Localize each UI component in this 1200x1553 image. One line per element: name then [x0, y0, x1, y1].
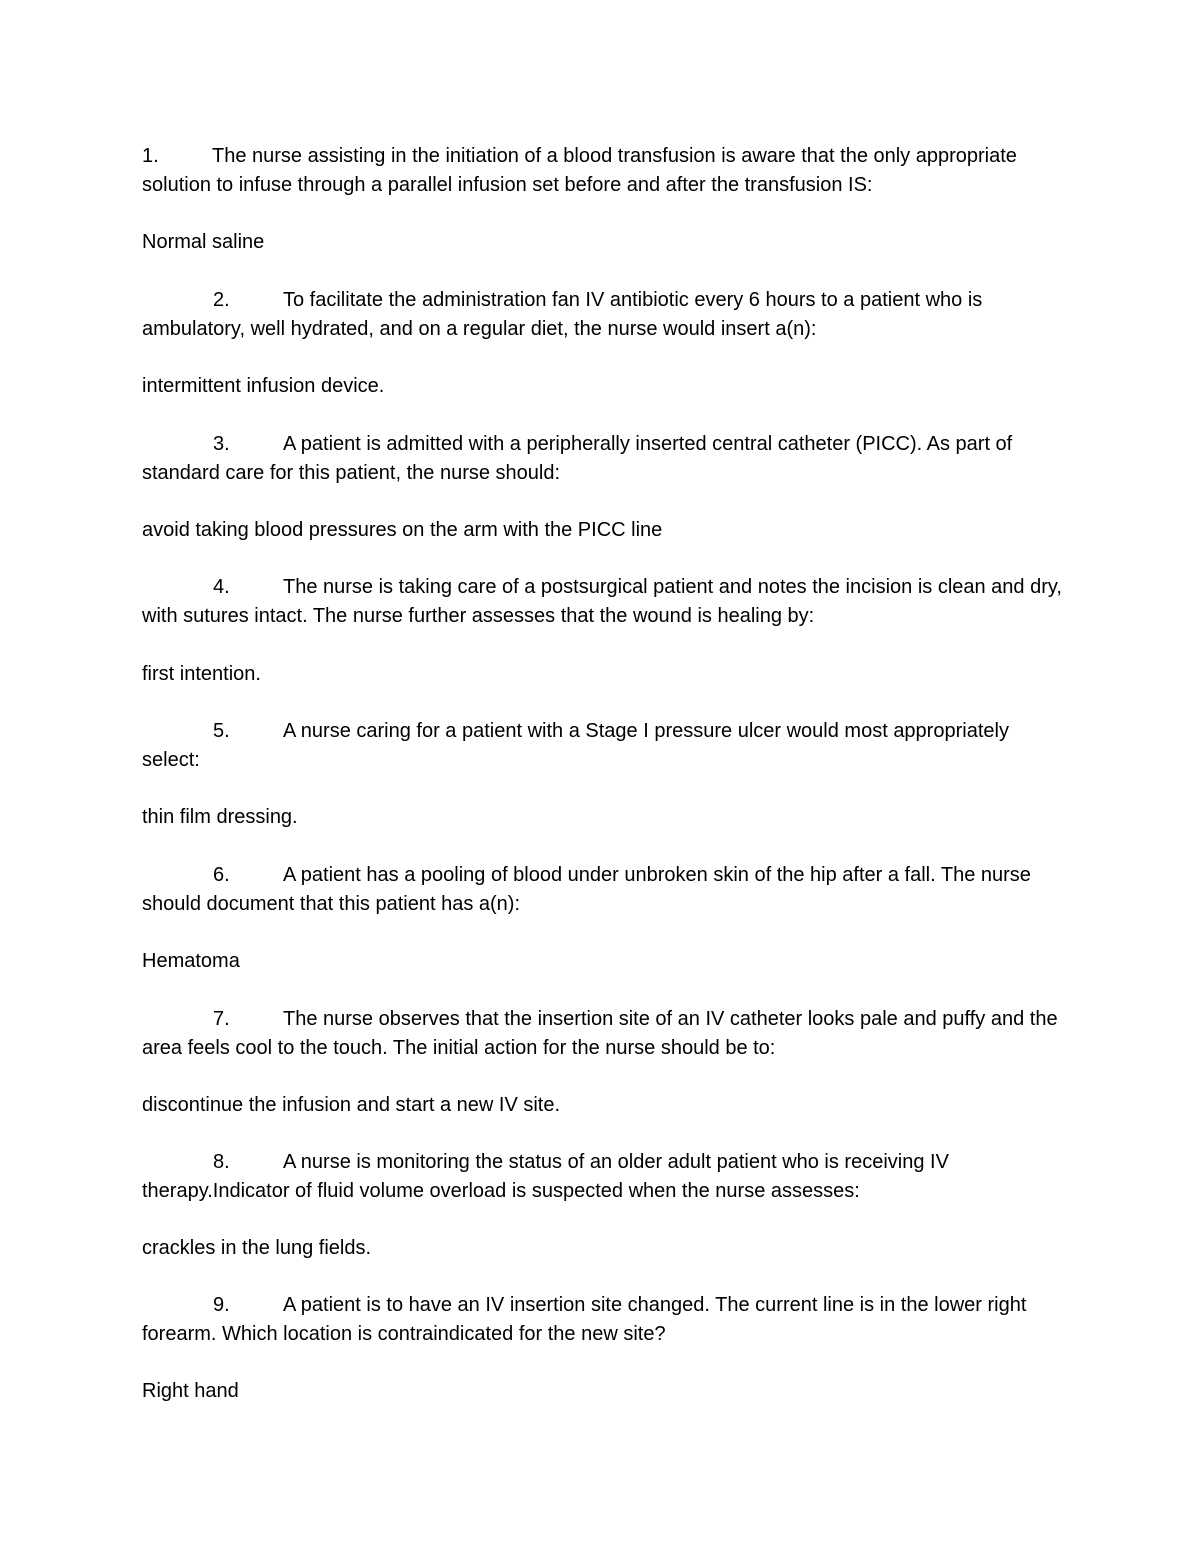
question-body: A patient has a pooling of blood under unbroken skin of the hip after a fall. The nurse should document that this patient has a(n): — [142, 864, 1031, 915]
question-item-2 — [142, 286, 1062, 397]
question-item-9 — [142, 1291, 1062, 1402]
answer-text: discontinue the infusion and start a new IV site. — [142, 1094, 561, 1116]
question-number: 6. — [213, 864, 230, 886]
answer-text: intermittent infusion device. — [142, 375, 385, 397]
answer-text: Right hand — [142, 1380, 239, 1402]
question-text — [142, 717, 1062, 775]
question-number: 5. — [213, 720, 230, 742]
question-item-6 — [142, 861, 1062, 972]
question-item-4 — [142, 573, 1062, 685]
question-body: The nurse assisting in the initiation of a blood transfusion is aware that the only appropriate solution to infuse through a parallel infusion set before and after the transfusion IS: — [142, 145, 1017, 196]
answer-text: Hematoma — [142, 950, 240, 972]
question-text — [142, 286, 1062, 344]
question-item-8 — [142, 1148, 1062, 1259]
question-body: A nurse is monitoring the status of an older adult patient who is receiving IV therapy.Indicator of fluid volume overload is suspected when the nurse assesses: — [142, 1151, 949, 1202]
question-body: To facilitate the administration fan IV antibiotic every 6 hours to a patient who is ambulatory, well hydrated, and on a regular diet, the nurse would insert a(n): — [142, 289, 983, 340]
question-number: 7. — [213, 1008, 230, 1030]
question-item-5 — [142, 717, 1062, 828]
question-text — [142, 430, 1062, 488]
question-text — [142, 861, 1062, 919]
question-number: 1. — [142, 145, 159, 167]
question-number: 8. — [213, 1151, 230, 1173]
question-number: 4. — [213, 576, 230, 598]
question-body: The nurse is taking care of a postsurgical patient and notes the incision is clean and dry, with sutures intact. The nurse further assesses that the wound is healing by: — [142, 576, 1062, 627]
question-body: A patient is admitted with a peripherally inserted central catheter (PICC). As part of standard care for this patient, the nurse should: — [142, 433, 1013, 484]
question-body: A patient is to have an IV insertion site changed. The current line is in the lower right forearm. Which location is contraindicated for the new site? — [142, 1294, 1027, 1345]
question-text — [142, 1291, 1062, 1349]
answer-text: first intention. — [142, 663, 261, 685]
question-item-1 — [142, 142, 1062, 253]
answer-text: avoid taking blood pressures on the arm with the PICC line — [142, 519, 663, 541]
question-item-7 — [142, 1005, 1062, 1116]
question-item-3 — [142, 430, 1062, 541]
question-number: 3. — [213, 433, 230, 455]
question-text — [142, 573, 1062, 631]
answer-text: thin film dressing. — [142, 806, 298, 828]
question-text — [142, 1005, 1062, 1063]
question-number: 2. — [213, 289, 230, 311]
question-text — [142, 1148, 1062, 1206]
answer-text: Normal saline — [142, 231, 265, 253]
question-body: A nurse caring for a patient with a Stage I pressure ulcer would most appropriately select: — [142, 720, 1009, 771]
question-number: 9. — [213, 1294, 230, 1316]
question-text — [142, 142, 1062, 200]
answer-text: crackles in the lung fields. — [142, 1237, 372, 1259]
question-body: The nurse observes that the insertion site of an IV catheter looks pale and puffy and the area feels cool to the touch. The initial action for the nurse should be to: — [142, 1008, 1058, 1059]
